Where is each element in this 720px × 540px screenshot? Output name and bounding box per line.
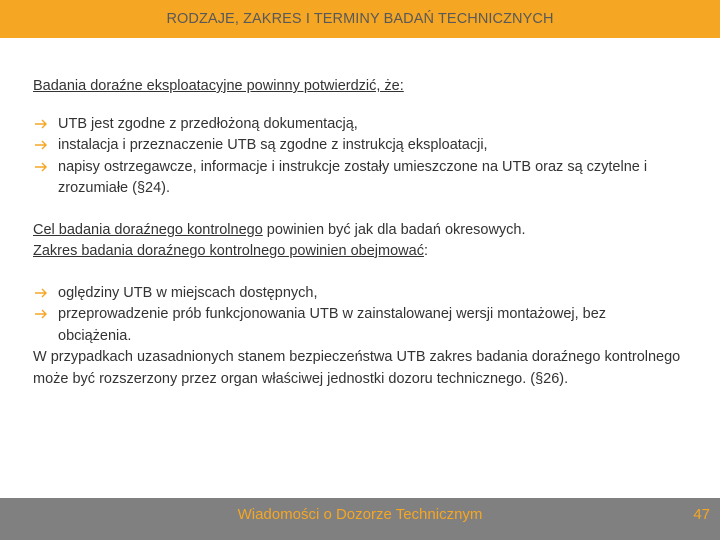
footer-bar: [0, 498, 720, 540]
arrow-right-icon: [33, 304, 51, 324]
list-item: [33, 114, 683, 136]
list-item-text: napisy ostrzegawcze, informacje i instrukcje zostały umieszczone na UTB oraz są czytelne i zrozumiałe (§24).: [58, 158, 648, 196]
list-item-text: instalacja i przeznaczenie UTB są zgodne z instrukcją eksploatacji,: [58, 137, 488, 153]
list-item-text: przeprowadzenie prób funkcjonowania UTB w zainstalowanej wersji montażowej, bez obciążenia.: [58, 306, 607, 344]
arrow-right-icon: [33, 157, 51, 177]
zakres-paragraph: [33, 241, 683, 263]
cel-paragraph: [33, 220, 683, 242]
page-number: 47: [693, 505, 710, 523]
zakres-label: Zakres badania doraźnego kontrolnego powinien obejmować: [33, 243, 424, 259]
list-item: [33, 135, 683, 157]
list-item: [33, 157, 683, 200]
spacer: [33, 200, 683, 220]
intro-heading: Badania doraźne eksploatacyjne powinny potwierdzić, że:: [33, 78, 404, 94]
bullet-list-2: [33, 283, 683, 348]
header-bar: [0, 0, 720, 38]
list-item: [33, 304, 683, 347]
slide-content: [33, 76, 683, 390]
slide-title: RODZAJE, ZAKRES I TERMINY BADAŃ TECHNICZNYCH: [166, 11, 554, 27]
footer-title: Wiadomości o Dozorze Technicznym: [237, 505, 483, 523]
cel-text: powinien być jak dla badań okresowych.: [262, 221, 526, 238]
list-item: [33, 283, 683, 305]
cel-label: Cel badania doraźnego kontrolnego: [33, 221, 263, 238]
closing-paragraph: W przypadkach uzasadnionych stanem bezpieczeństwa UTB zakres badania doraźnego kontrolnego może być rozszerzony przez organ właściwej jednostki dozoru technicznego. (§26).: [33, 349, 681, 387]
arrow-right-icon: [33, 114, 51, 134]
zakres-text: :: [423, 243, 428, 259]
arrow-right-icon: [33, 283, 51, 303]
list-item-text: UTB jest zgodne z przedłożoną dokumentacją,: [58, 115, 358, 132]
spacer: [33, 263, 683, 283]
bullet-list-1: [33, 114, 683, 200]
arrow-right-icon: [33, 135, 51, 155]
list-item-text: oględziny UTB w miejscach dostępnych,: [58, 284, 318, 301]
